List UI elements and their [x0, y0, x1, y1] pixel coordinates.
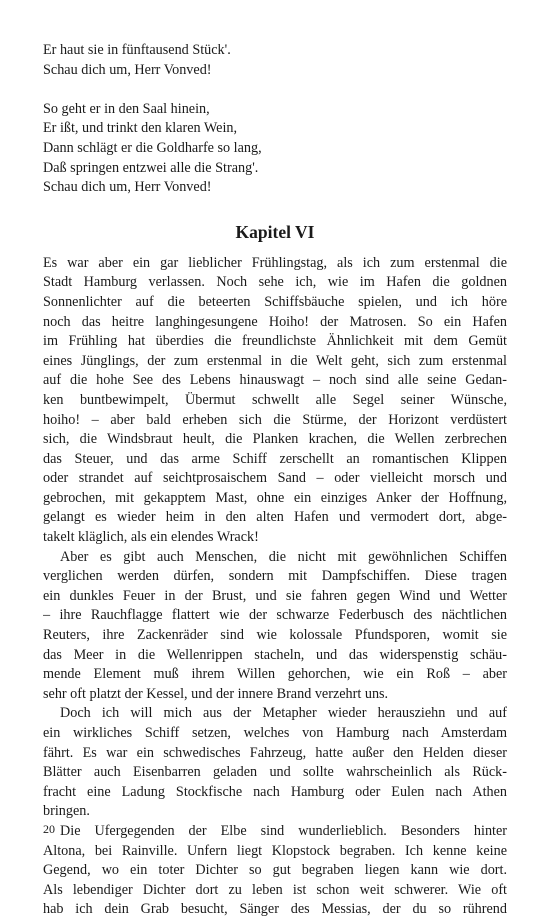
text-line: sehr oft platzt der Kessel, und der innere Brand verzehrt uns.: [43, 685, 389, 702]
text-line: auf die hohe See des Lebens hinauswagt – noch sind alle seine Gedan-: [43, 372, 507, 389]
text-line: oder strandet auf seichtprosaischem Sand – oder vielleicht morsch und: [43, 470, 507, 487]
page-number: 20: [43, 822, 55, 836]
text-line: Stadt Hamburg verlassen. Noch sehe ich, wie im Hafen die goldnen: [43, 274, 507, 291]
chapter-heading: Kapitel VI: [235, 221, 315, 242]
text-line: Es war aber ein gar lieblicher Frühlingstag, als ich zum erstenmal die: [43, 254, 507, 271]
text-line: Die Ufergegenden der Elbe sind wunderlieblich. Besonders hinter: [60, 822, 507, 839]
text-line: hoiho! – aber bald erheben sich die Stürme, der Horizont verdüstert: [43, 411, 507, 428]
text-line: Als lebendiger Dichter dort zu leben ist schon weit schwerer. Wie oft: [43, 881, 507, 898]
verse-line: Schau dich um, Herr Vonved!: [43, 61, 212, 78]
text-line: hab ich dein Grab besucht, Sänger des Messias, der du so rührend: [43, 901, 507, 918]
verse-stanza: [43, 41, 507, 80]
verse-block: [43, 41, 507, 198]
paragraph: [43, 254, 507, 548]
text-line: verglichen werden dürfen, sondern mit Dampfschiffen. Diese tragen: [43, 568, 507, 585]
text-line: bringen.: [43, 803, 90, 820]
text-line: das Meer in die Wellenrippen stacheln, und das widerspenstig schäu-: [43, 646, 507, 663]
book-page: [43, 41, 507, 920]
text-line: mende Element muß ihrem Willen gehorchen, wie ein Roß – aber: [43, 666, 507, 683]
text-line: fährt. Es war ein schwedisches Fahrzeug, hatte außer den Helden dieser: [43, 744, 507, 761]
verse-line: So geht er in den Saal hinein,: [43, 100, 210, 117]
text-line: Blätter auch Eisenbarren geladen und sollte wahrscheinlich als Rück-: [43, 764, 507, 781]
text-line: sich, die Windsbraut heult, die Planken krachen, die Wellen zerbrechen: [43, 431, 507, 448]
text-line: Gegend, wo ein toter Dichter so gut begraben liegen kann wie dort.: [43, 862, 507, 879]
verse-line: Schau dich um, Herr Vonved!: [43, 179, 212, 196]
text-line: Altona, bei Rainville. Unfern liegt Klopstock begraben. Ich kenne keine: [43, 842, 507, 859]
text-line: Aber es gibt auch Menschen, die nicht mit gewöhnlichen Schiffen: [60, 548, 507, 565]
verse-line: Daß springen entzwei alle die Strang'.: [43, 159, 259, 176]
text-line: Doch ich will mich aus der Metapher wieder herausziehn und auf: [60, 705, 507, 722]
text-line: ein wirkliches Schiff setzen, welches von Hamburg nach Amsterdam: [43, 725, 507, 741]
text-line: eines Jünglings, der zum erstenmal in die Welt geht, sich zum erstenmal: [43, 352, 507, 369]
text-line: ken buntbewimpelt, Übermut schwellt alle Segel seiner Wünsche,: [43, 391, 507, 408]
text-line: gelangt es wieder heim in den alten Hafen und vermodert dort, abge-: [43, 509, 507, 526]
verse-line: Er ißt, und trinkt den klaren Wein,: [43, 120, 238, 137]
verse-line: Dann schlägt er die Goldharfe so lang,: [43, 139, 262, 156]
paragraph: [43, 704, 507, 822]
paragraph: [43, 548, 507, 705]
text-line: fracht eine Ladung Stockfische nach Hamburg oder Eulen nach Athen: [43, 783, 507, 800]
chapter-body: [43, 254, 507, 920]
text-line: Sonnenlichter auf die beteerten Schiffsbäuche spielen, und ich höre: [43, 293, 507, 310]
text-line: noch das heitre langhingesungene Hoiho! der Matrosen. So ein Hafen: [43, 313, 507, 330]
text-line: Reuters, ihre Zackenräder sind wie kolossale Pfundsporen, womit sie: [43, 627, 507, 644]
text-line: ein dunkles Feuer in der Brust, und sie fahren gegen Wind und Wetter: [43, 587, 507, 604]
text-line: im Frühling hat überdies die freundlichste Ähnlichkeit mit dem Gemüt: [43, 333, 507, 350]
text-line: takelt kläglich, als ein elendes Wrack!: [43, 529, 259, 546]
verse-line: Er haut sie in fünftausend Stück'.: [43, 42, 231, 58]
text-line: – ihre Rauchflagge flattert wie der schwarze Federbusch des nächtlichen: [43, 607, 507, 624]
text-line: das Steuer, und das arme Schiff zerschellt an romantischen Klippen: [43, 450, 507, 467]
text-line: gebrochen, mit gekapptem Mast, ohne ein einziges Anker der Hoffnung,: [43, 489, 507, 506]
verse-stanza: [43, 100, 507, 198]
paragraph: [43, 822, 507, 920]
